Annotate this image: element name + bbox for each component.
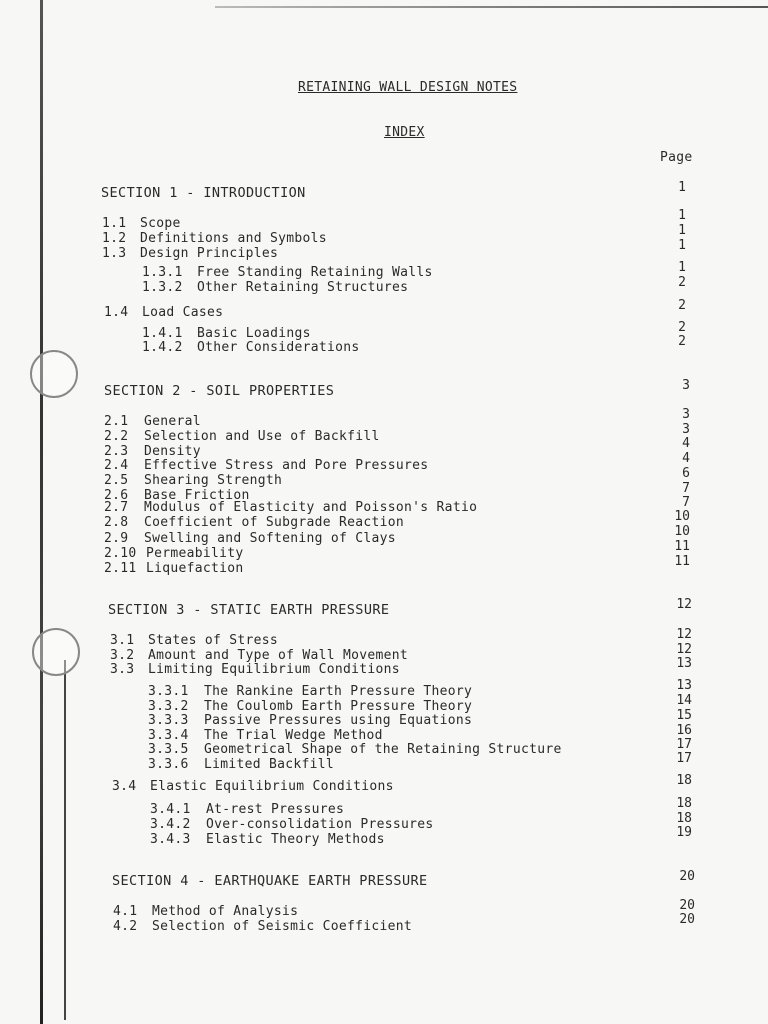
entry-number: 1.4.2	[142, 340, 183, 355]
entry-label: Elastic Theory Methods	[206, 832, 385, 847]
entry-number: 3.4.2	[150, 817, 191, 832]
entry-page: 11	[674, 554, 690, 569]
entry-label: Design Principles	[140, 246, 279, 261]
entry-label: The Coulomb Earth Pressure Theory	[204, 699, 473, 714]
entry-page: 18	[676, 796, 692, 811]
entry-number: 3.3	[110, 662, 135, 677]
entry-label: Method of Analysis	[152, 904, 299, 919]
toc-entry	[104, 561, 244, 576]
entry-number: 2.8	[104, 515, 129, 530]
entry-number: 1.2	[102, 231, 127, 246]
toc-entry	[104, 305, 223, 320]
toc-entry	[104, 546, 244, 561]
entry-label: Definitions and Symbols	[140, 231, 327, 246]
entry-page: 7	[682, 481, 690, 496]
entry-number: 2.10	[104, 546, 137, 561]
entry-label: The Rankine Earth Pressure Theory	[204, 684, 473, 699]
entry-number: 2.7	[104, 500, 129, 515]
entry-page: 16	[676, 723, 692, 738]
entry-label: The Trial Wedge Method	[204, 728, 383, 743]
section-page: 1	[678, 180, 686, 195]
entry-number: 1.1	[102, 216, 127, 231]
toc-entry	[148, 684, 472, 699]
entry-page: 13	[676, 656, 692, 671]
document-title: RETAINING WALL DESIGN NOTES	[298, 80, 518, 95]
entry-label: Limiting Equilibrium Conditions	[148, 662, 400, 677]
entry-label: Load Cases	[142, 305, 224, 320]
toc-entry	[104, 429, 380, 444]
section-heading: SECTION 3 - STATIC EARTH PRESSURE	[108, 602, 390, 618]
toc-entry	[148, 713, 472, 728]
toc-entry	[104, 473, 282, 488]
entry-label: Scope	[140, 216, 181, 231]
entry-label: Permeability	[146, 546, 244, 561]
entry-label: States of Stress	[148, 633, 279, 648]
entry-label: Other Retaining Structures	[197, 280, 409, 295]
toc-entry	[150, 832, 385, 847]
entry-page: 14	[676, 693, 692, 708]
entry-number: 3.4.1	[150, 802, 191, 817]
entry-label: Shearing Strength	[144, 473, 283, 488]
entry-label: General	[144, 414, 201, 429]
section-page: 12	[676, 597, 692, 612]
toc-entry	[110, 662, 400, 677]
entry-number: 4.1	[113, 904, 138, 919]
entry-page: 4	[682, 436, 690, 451]
toc-entry	[110, 648, 408, 663]
entry-label: Selection of Seismic Coefficient	[152, 919, 413, 934]
entry-page: 2	[678, 320, 686, 335]
entry-page: 10	[674, 524, 690, 539]
entry-label: Effective Stress and Pore Pressures	[144, 458, 429, 473]
entry-page: 2	[678, 275, 686, 290]
toc-entry	[102, 231, 327, 246]
entry-label: Free Standing Retaining Walls	[197, 265, 433, 280]
entry-number: 1.3.2	[142, 280, 183, 295]
entry-label: Limited Backfill	[204, 757, 335, 772]
entry-number: 1.4	[104, 305, 129, 320]
entry-page: 13	[676, 678, 692, 693]
entry-number: 1.3	[102, 246, 127, 261]
entry-page: 3	[682, 422, 690, 437]
entry-number: 2.11	[104, 561, 137, 576]
entry-page: 20	[679, 898, 695, 913]
entry-number: 2.3	[104, 444, 129, 459]
entry-label: Coefficient of Subgrade Reaction	[144, 515, 405, 530]
toc-entry	[148, 757, 334, 772]
entry-page: 18	[676, 811, 692, 826]
toc-entry	[148, 699, 472, 714]
section-heading: SECTION 4 - EARTHQUAKE EARTH PRESSURE	[112, 873, 428, 889]
toc-entry	[104, 515, 404, 530]
toc-entry	[148, 742, 562, 757]
toc-entry	[150, 802, 344, 817]
toc-entry	[113, 904, 298, 919]
section-heading: SECTION 1 - INTRODUCTION	[101, 185, 306, 201]
entry-page: 10	[674, 509, 690, 524]
entry-page: 2	[678, 334, 686, 349]
entry-page: 1	[678, 223, 686, 238]
entry-label: Passive Pressures using Equations	[204, 713, 473, 728]
toc-entry	[142, 280, 408, 295]
toc-entry	[104, 531, 396, 546]
entry-number: 2.4	[104, 458, 129, 473]
entry-page: 2	[678, 298, 686, 313]
binder-edge-inner	[64, 660, 66, 1020]
entry-label: Liquefaction	[146, 561, 244, 576]
toc-entry	[102, 246, 278, 261]
entry-page: 20	[679, 912, 695, 927]
entry-label: Over-consolidation Pressures	[206, 817, 434, 832]
binder-edge	[40, 0, 43, 1024]
toc-entry	[148, 728, 383, 743]
toc-entry	[104, 500, 477, 515]
entry-label: Swelling and Softening of Clays	[144, 531, 396, 546]
toc-entry	[104, 444, 201, 459]
entry-number: 3.3.6	[148, 757, 189, 772]
entry-page: 18	[676, 773, 692, 788]
entry-page: 4	[682, 451, 690, 466]
entry-page: 7	[682, 495, 690, 510]
entry-number: 3.3.1	[148, 684, 189, 699]
entry-number: 1.3.1	[142, 265, 183, 280]
entry-page: 6	[682, 466, 690, 481]
entry-number: 2.5	[104, 473, 129, 488]
entry-label: Base Friction	[144, 488, 250, 503]
entry-number: 3.3.5	[148, 742, 189, 757]
entry-number: 3.1	[110, 633, 135, 648]
entry-page: 1	[678, 208, 686, 223]
entry-page: 12	[676, 642, 692, 657]
entry-label: Other Considerations	[197, 340, 360, 355]
entry-page: 12	[676, 627, 692, 642]
toc-entry	[110, 633, 278, 648]
toc-entry	[113, 919, 412, 934]
entry-label: At-rest Pressures	[206, 802, 345, 817]
binder-ring-bottom	[32, 628, 80, 676]
entry-page: 19	[676, 825, 692, 840]
toc-entry	[112, 779, 394, 794]
entry-number: 1.4.1	[142, 326, 183, 341]
entry-page: 17	[676, 737, 692, 752]
entry-label: Basic Loadings	[197, 326, 311, 341]
toc-entry	[142, 326, 311, 341]
entry-label: Geometrical Shape of the Retaining Structure	[204, 742, 562, 757]
entry-number: 3.3.4	[148, 728, 189, 743]
entry-page: 11	[674, 539, 690, 554]
toc-entry	[104, 458, 428, 473]
section-page: 3	[682, 378, 690, 393]
entry-page: 17	[676, 751, 692, 766]
page-column-heading: Page	[660, 150, 693, 165]
index-heading: INDEX	[384, 125, 425, 140]
toc-entry	[104, 414, 201, 429]
section-heading: SECTION 2 - SOIL PROPERTIES	[104, 383, 335, 399]
entry-number: 2.9	[104, 531, 129, 546]
entry-number: 3.3.3	[148, 713, 189, 728]
entry-number: 3.3.2	[148, 699, 189, 714]
entry-label: Density	[144, 444, 201, 459]
entry-page: 15	[676, 708, 692, 723]
toc-entry	[150, 817, 434, 832]
entry-label: Selection and Use of Backfill	[144, 429, 380, 444]
entry-number: 3.2	[110, 648, 135, 663]
toc-entry	[102, 216, 181, 231]
toc-entry	[142, 265, 433, 280]
entry-label: Amount and Type of Wall Movement	[148, 648, 409, 663]
entry-number: 2.2	[104, 429, 129, 444]
entry-number: 2.1	[104, 414, 129, 429]
entry-number: 2.6	[104, 488, 129, 503]
toc-entry	[142, 340, 360, 355]
entry-page: 3	[682, 407, 690, 422]
entry-page: 1	[678, 238, 686, 253]
entry-label: Elastic Equilibrium Conditions	[150, 779, 394, 794]
binder-ring-top	[30, 350, 78, 398]
entry-number: 3.4.3	[150, 832, 191, 847]
entry-number: 4.2	[113, 919, 138, 934]
entry-label: Modulus of Elasticity and Poisson's Ratio	[144, 500, 478, 515]
entry-number: 3.4	[112, 779, 137, 794]
entry-page: 1	[678, 260, 686, 275]
top-edge-rule	[215, 6, 768, 8]
section-page: 20	[679, 869, 695, 884]
